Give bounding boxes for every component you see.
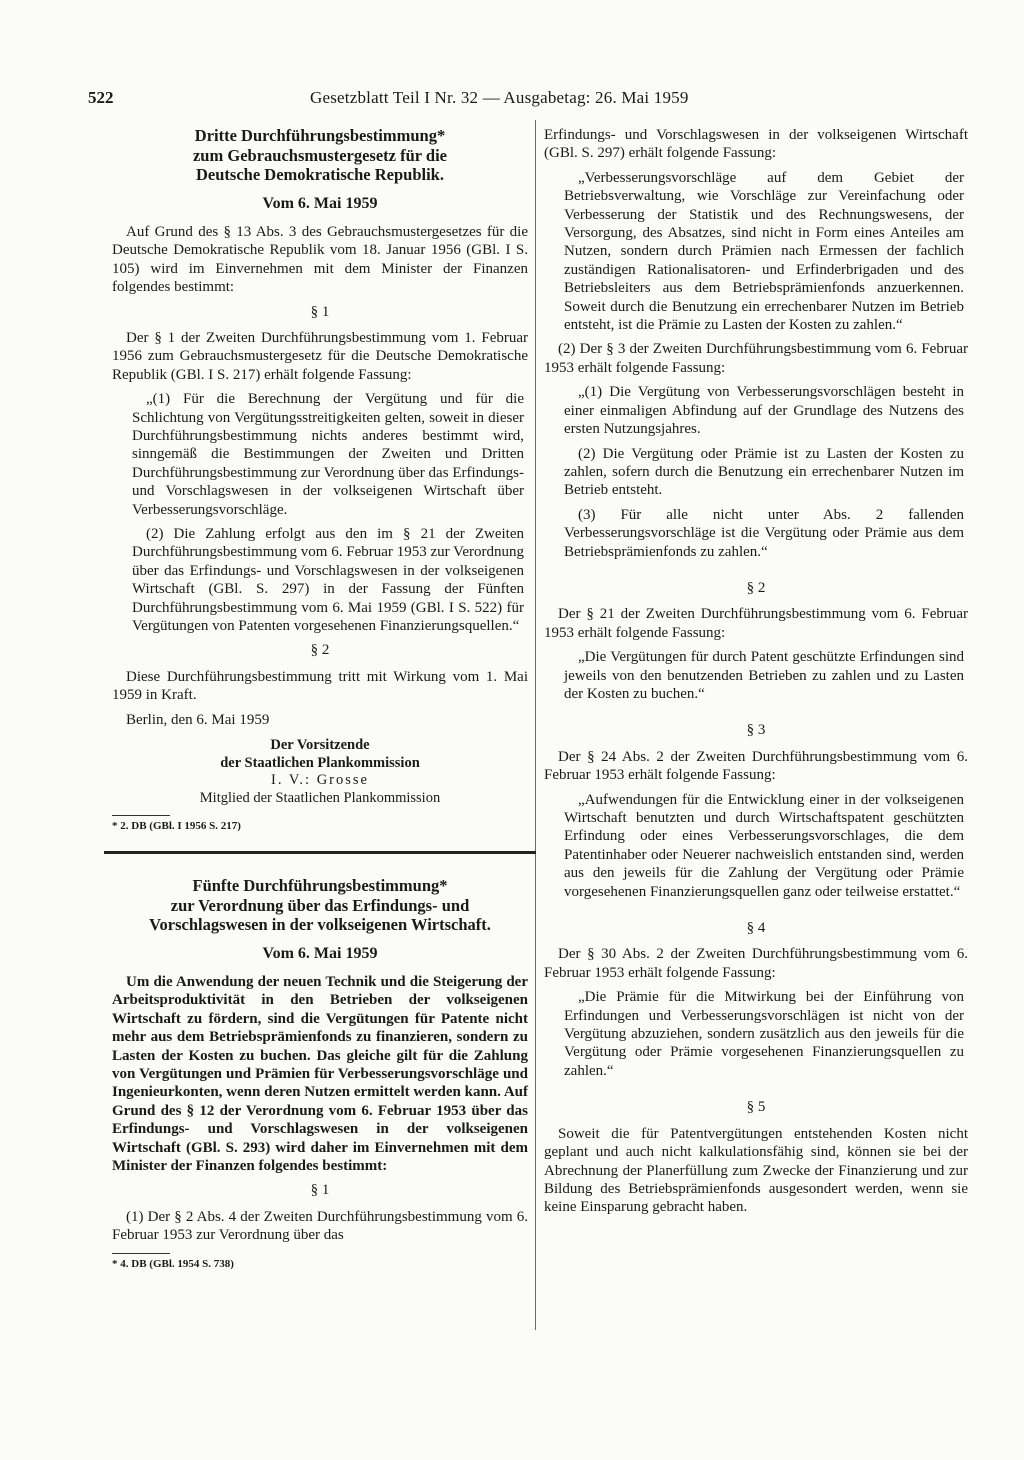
doc1-title-line: Dritte Durchführungsbestimmung* (194, 126, 446, 145)
doc2-section-2-quote: „Die Vergütungen für durch Patent geschützte Erfindungen sind jeweils von den benutzenden Betrieben zu zahlen und zu Lasten der Kosten zu buchen.“ (564, 649, 964, 702)
doc2-preamble: Um die Anwendung der neuen Technik und die Steigerung der Arbeitsproduktivität in den Betrieben der volkseigenen Wirtschaft zu fördern, sind die Vergütungen für Patente nicht mehr aus dem Betriebsprämienfonds zu finanzieren, sondern zu Lasten der Kosten zu buchen. Das gleiche gilt für die Zahlung von Vergütungen und Prämien für Verbesserungsvorschläge und Ingenieurkonten, wenn deren Nutzen ermittelt werden kann. Auf Grund des § 12 der Verordnung vom 6. Februar 1953 über das Erfindungs- und Vorschlagswesen in der volkseigenen Wirtschaft (GBl. S. 293) wird daher im Einvernehmen mit dem Minister der Finanzen folgendes bestimmt: (112, 973, 528, 1175)
footnote-rule (112, 815, 170, 816)
footnote-rule (112, 1253, 170, 1254)
document-separator (104, 851, 536, 854)
doc2-section-1-para-2: (2) Der § 3 der Zweiten Durchführungsbestimmung vom 6. Februar 1953 erhält folgende Fassung: (544, 341, 968, 376)
doc1-title-line: Deutsche Demokratische Republik. (196, 165, 444, 184)
doc1-place-date: Berlin, den 6. Mai 1959 (126, 711, 270, 728)
doc2-section-3-heading: § 3 (746, 722, 766, 739)
page-header (88, 86, 768, 110)
doc1-section-2-heading: § 2 (310, 642, 330, 659)
column-divider (535, 120, 536, 1330)
doc2-section-1-quote-2c: (3) Für alle nicht unter Abs. 2 fallenden Verbesserungsvorschläge ist die Vergütung oder Prämie aus dem Betriebsprämienfonds zu zahlen.“ (564, 506, 964, 560)
doc1-section-1-quote-2: (2) Die Zahlung erfolgt aus den im § 21 der Zweiten Durchführungsbestimmung vom 6. Februar 1953 zur Verordnung über das Erfindungs- und Vorschlagswesen in der volkseigenen Wirtschaft (GBl. S. 297) in der Fassung der Fünften Durchführungsbestimmung vom 6. Mai 1959 (GBl. I S. 522) für Vergütungen von Patenten vorgesehenen Finanzierungsquellen.“ (132, 526, 524, 635)
doc2-section-3-text: Der § 24 Abs. 2 der Zweiten Durchführungsbestimmung vom 6. Februar 1953 erhält folgende Fassung: (544, 748, 968, 784)
doc1-section-1-heading: § 1 (310, 303, 330, 320)
signatory-title-1: Der Vorsitzende (270, 737, 370, 754)
doc1-section-2-text: Diese Durchführungsbestimmung tritt mit Wirkung vom 1. Mai 1959 in Kraft. (112, 668, 528, 704)
doc2-section-4-heading: § 4 (746, 920, 766, 937)
signatory-name: I. V.: Grosse (271, 772, 369, 789)
doc2-section-2-text: Der § 21 der Zweiten Durchführungsbestimmung vom 6. Februar 1953 erhält folgende Fassung: (544, 606, 968, 641)
signatory-title-2: der Staatlichen Plankommission (220, 754, 420, 771)
left-column (112, 126, 528, 1271)
doc1-section-1-text: Der § 1 der Zweiten Durchführungsbestimmung vom 1. Februar 1956 zum Gebrauchsmustergesetz für die Deutsche Demokratische Republik (GBl. I S. 217) erhält folgende Fassung: (112, 329, 528, 383)
doc2-section-2-heading: § 2 (746, 579, 766, 596)
doc1-intro: Auf Grund des § 13 Abs. 3 des Gebrauchsmustergesetzes für die Deutsche Demokratische Republik vom 18. Januar 1956 (GBl. I S. 105) wird im Einvernehmen mit dem Minister der Finanzen folgendes bestimmt: (112, 223, 528, 296)
doc2-section-1-quote-2b: (2) Die Vergütung oder Prämie ist zu Lasten der Kosten zu zahlen, sofern durch die Benutzung ein errechenbarer Nutzen im Betrieb entsteht. (564, 445, 964, 499)
doc2-section-5-heading: § 5 (746, 1099, 766, 1116)
doc2-title-line: Fünfte Durchführungsbestimmung* (192, 876, 448, 896)
doc2-section-4-text: Der § 30 Abs. 2 der Zweiten Durchführungsbestimmung vom 6. Februar 1953 erhält folgende Fassung: (544, 946, 968, 981)
doc1-date: Vom 6. Mai 1959 (262, 194, 378, 212)
doc2-footnote: * 4. DB (GBl. 1954 S. 738) (112, 1257, 234, 1270)
doc2-title-line: zur Verordnung über das Erfindungs- und (170, 895, 470, 915)
doc1-title-line: zum Gebrauchsmustergesetz für die (192, 145, 448, 165)
doc2-section-1-quote-2a: „(1) Die Vergütung von Verbesserungsvorschlägen besteht in einer einmaligen Abfindung auf der Grundlage des Nutzens des ersten Nutzungsjahres. (564, 384, 964, 438)
doc2-section-1-para-1-cont: Erfindungs- und Vorschlagswesen in der volkseigenen Wirtschaft (GBl. S. 297) erhält folgende Fassung: (544, 127, 968, 162)
doc2-section-3-quote: „Aufwendungen für die Entwicklung einer in der volkseigenen Wirtschaft benutzten und durch Wirtschaftspatent geschützten Erfindung oder eines Verbesserungsvorschlages, die dem Patentinhaber oder Neuerer nachweislich entstanden sind, werden aus den jeweils für die Zahlung der Vergütung oder Prämie vorgesehenen Finanzierungsquellen ganz oder teilweise erstattet.“ (564, 791, 964, 900)
doc2-date: Vom 6. Mai 1959 (262, 944, 378, 962)
signatory-role: Mitglied der Staatlichen Plankommission (199, 789, 441, 806)
page-number: 522 (88, 88, 114, 107)
doc2-title-line: Vorschlagswesen in der volkseigenen Wirtschaft. (149, 915, 491, 935)
doc2-section-1-quote-1: „Verbesserungsvorschläge auf dem Gebiet der Betriebsverwaltung, wie Vorschläge zur Vereinfachung oder Verbesserung der Statistik und des Rechnungswesens, der Versorgung, des Absatzes, sind nicht in Form eines Anteiles am Nutzen, sondern durch Prämien nach Ermessen der fachlich zuständigen Rationalisatoren- und Erfinderbrigaden und des Betriebsleiters aus dem Betriebsprämienfonds anzuerkennen. Soweit durch die Benutzung ein errechenbarer Nutzen im Betrieb entsteht, ist die Prämie zu Lasten der Kosten zu zahlen.“ (564, 169, 964, 334)
doc1-title (112, 126, 528, 185)
doc2-section-4-quote: „Die Prämie für die Mitwirkung bei der Einführung von Erfindungen und Verbesserungsvorschlägen ist nicht von der Vergütung abzuziehen, sondern zusätzlich aus den jeweils für die Vergütung oder Prämie vorgesehenen Finanzierungsquellen zu zahlen.“ (564, 989, 964, 1079)
right-column (544, 126, 968, 1223)
doc1-footnote: * 2. DB (GBl. I 1956 S. 217) (112, 820, 241, 833)
doc2-title (112, 876, 528, 935)
header-title: Gesetzblatt Teil I Nr. 32 — Ausgabetag: 26. Mai 1959 (310, 88, 689, 107)
doc2-section-5-text: Soweit die für Patentvergütungen entstehenden Kosten nicht geplant und auch nicht kalkulationsfähig sind, können sie bei der Abrechnung der Planerfüllung zum Zwecke der Finanzierung und zur Bildung des Betriebsprämienfonds ausgesondert werden, wenn sie keine Einsparung gebracht haben. (544, 1125, 968, 1216)
doc2-section-1-para-1-start: (1) Der § 2 Abs. 4 der Zweiten Durchführungsbestimmung vom 6. Februar 1953 zur Verordnung über das (112, 1208, 528, 1244)
doc1-section-1-quote-1: „(1) Für die Berechnung der Vergütung und für die Schlichtung von Vergütungsstreitigkeiten gelten, soweit in dieser Durchführungsbestimmung nichts anderes bestimmt wird, sinngemäß die Bestimmungen der Zweiten und Dritten Durchführungsbestimmung zur Verordnung über das Erfindungs- und Vorschlagswesen in der volkseigenen Wirtschaft über Verbesserungsvorschläge. (132, 391, 524, 518)
doc2-section-1-heading: § 1 (310, 1182, 330, 1199)
